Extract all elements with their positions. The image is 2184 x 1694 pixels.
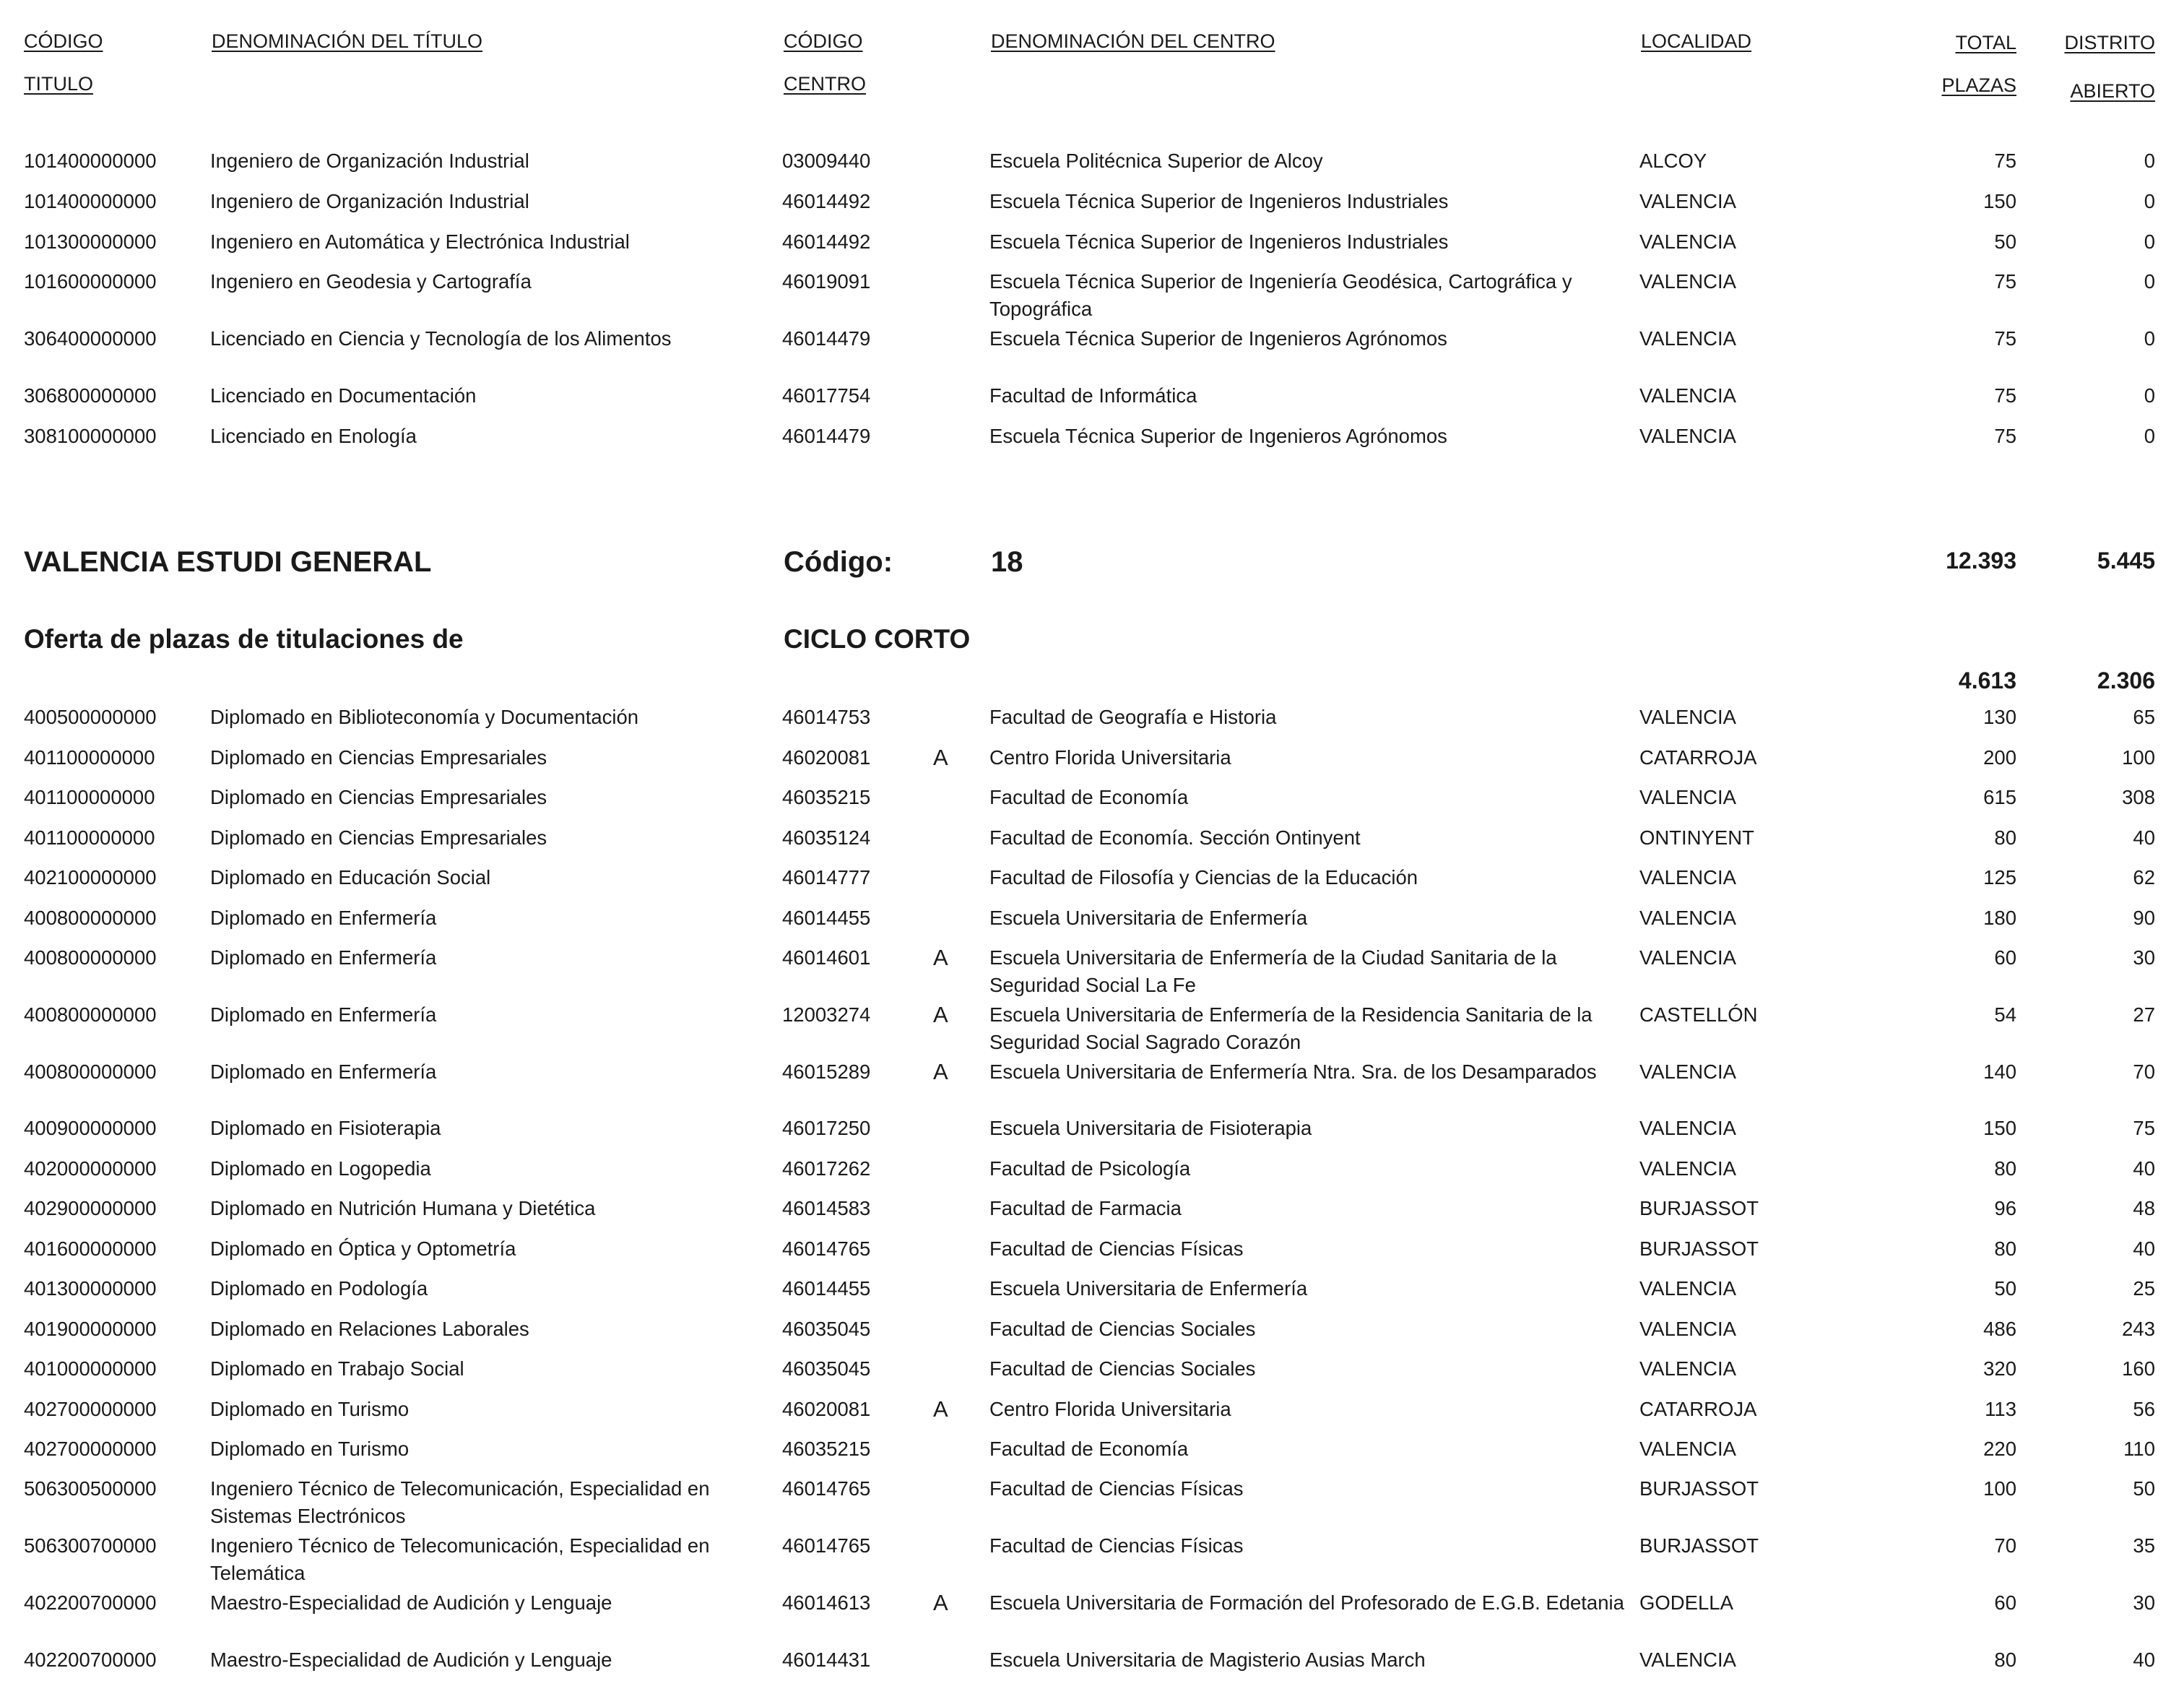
- distrito-abierto: 0: [2144, 425, 2155, 447]
- section-distrito-abierto: 2.306: [2097, 667, 2155, 693]
- codigo-titulo: 401900000000: [24, 1318, 157, 1340]
- total-plazas: 100: [1983, 1477, 2016, 1500]
- codigo-centro: 03009440: [782, 150, 871, 172]
- table-row: [0, 1235, 2184, 1263]
- table-row: [0, 1155, 2184, 1183]
- distrito-abierto: 0: [2144, 384, 2155, 407]
- localidad: VALENCIA: [1639, 1157, 1736, 1180]
- centro: Escuela Universitaria de Enfermería: [989, 1277, 1308, 1300]
- localidad: VALENCIA: [1639, 1277, 1736, 1300]
- localidad: CATARROJA: [1639, 746, 1757, 769]
- titulo: Diplomado en Enfermería: [210, 946, 437, 969]
- codigo-titulo: 306400000000: [24, 327, 157, 350]
- table-row: [0, 423, 2184, 450]
- titulo: Diplomado en Turismo: [210, 1438, 410, 1460]
- titulo: Diplomado en Enfermería: [210, 1003, 437, 1026]
- codigo-titulo: 401100000000: [24, 786, 155, 808]
- total-plazas: 54: [1994, 1003, 2016, 1026]
- header-distrito-abierto: DISTRITO: [2064, 32, 2155, 53]
- flag: A: [933, 945, 948, 970]
- distrito-abierto: 0: [2144, 230, 2155, 253]
- total-plazas: 80: [1994, 1237, 2016, 1260]
- localidad: VALENCIA: [1639, 230, 1736, 253]
- distrito-abierto: 27: [2133, 1003, 2155, 1026]
- codigo-titulo: 400500000000: [24, 706, 157, 728]
- table-row: [0, 1115, 2184, 1142]
- titulo: Ingeniero de Organización Industrial: [210, 150, 529, 172]
- codigo-titulo: 401100000000: [24, 826, 155, 849]
- localidad: VALENCIA: [1639, 1060, 1736, 1083]
- codigo-titulo: 401300000000: [24, 1277, 157, 1300]
- codigo-centro: 46035215: [782, 786, 871, 808]
- codigo-centro: 46035045: [782, 1357, 871, 1380]
- centro: Escuela Técnica Superior de Ingenieros Agrónomos: [989, 425, 1447, 447]
- titulo: Licenciado en Ciencia y Tecnología de los Alimentos: [210, 327, 672, 350]
- localidad: CASTELLÓN: [1639, 1003, 1758, 1026]
- total-plazas: 80: [1994, 1648, 2016, 1671]
- total-plazas: 113: [1985, 1398, 2016, 1420]
- total-plazas: 125: [1983, 866, 2016, 889]
- section-cycle: CICLO CORTO: [784, 624, 971, 654]
- localidad: VALENCIA: [1639, 907, 1736, 929]
- codigo-titulo: 101400000000: [24, 150, 157, 172]
- distrito-abierto: 40: [2133, 1157, 2155, 1180]
- titulo: Ingeniero de Organización Industrial: [210, 190, 529, 212]
- total-plazas: 150: [1983, 1117, 2016, 1139]
- codigo-titulo: 400800000000: [24, 907, 157, 929]
- table-row: [0, 904, 2184, 932]
- localidad: VALENCIA: [1639, 425, 1736, 447]
- table-row: [0, 1315, 2184, 1343]
- codigo-titulo: 101300000000: [24, 230, 157, 253]
- distrito-abierto: 100: [2122, 746, 2155, 769]
- titulo: Diplomado en Ciencias Empresariales: [210, 786, 547, 808]
- centro: Facultad de Ciencias Físicas: [989, 1477, 1244, 1500]
- centro: Escuela Politécnica Superior de Alcoy: [989, 150, 1323, 172]
- distrito-abierto: 56: [2133, 1398, 2155, 1420]
- centro: Facultad de Psicología: [989, 1157, 1191, 1180]
- codigo-centro: 46035045: [782, 1318, 871, 1340]
- centro: Facultad de Farmacia: [989, 1197, 1182, 1219]
- centro: Facultad de Economía: [989, 786, 1189, 808]
- header-codigo-centro-line2: CENTRO: [784, 73, 866, 95]
- total-plazas: 180: [1983, 907, 2016, 929]
- centro: Centro Florida Universitaria: [989, 1398, 1231, 1420]
- codigo-centro: 12003274: [782, 1003, 871, 1026]
- codigo-centro: 46014479: [782, 327, 871, 350]
- flag: A: [933, 745, 948, 770]
- codigo-titulo: 402900000000: [24, 1197, 157, 1219]
- localidad: VALENCIA: [1639, 1318, 1736, 1340]
- table-row: [0, 1001, 2184, 1053]
- localidad: VALENCIA: [1639, 190, 1736, 212]
- total-plazas: 140: [1983, 1060, 2016, 1083]
- localidad: GODELLA: [1639, 1591, 1733, 1614]
- table-row: [0, 1355, 2184, 1383]
- header-codigo-titulo: CÓDIGO: [24, 30, 103, 52]
- titulo: Ingeniero en Geodesia y Cartografía: [210, 270, 532, 293]
- total-plazas: 60: [1994, 1591, 2016, 1614]
- total-plazas: 150: [1983, 190, 2016, 212]
- table-row: [0, 1435, 2184, 1463]
- codigo-centro: 46014492: [782, 190, 871, 212]
- distrito-abierto: 243: [2122, 1318, 2155, 1340]
- distrito-abierto: 40: [2133, 826, 2155, 849]
- total-plazas: 80: [1994, 826, 2016, 849]
- header-localidad: LOCALIDAD: [1641, 30, 1752, 52]
- distrito-abierto: 75: [2133, 1117, 2155, 1139]
- total-plazas: 75: [1994, 384, 2016, 407]
- codigo-centro: 46017250: [782, 1117, 871, 1139]
- table-row: [0, 268, 2184, 320]
- distrito-abierto: 25: [2133, 1277, 2155, 1300]
- codigo-titulo: 401000000000: [24, 1357, 157, 1380]
- distrito-abierto: 50: [2133, 1477, 2155, 1500]
- titulo: Diplomado en Biblioteconomía y Documentación: [210, 706, 639, 728]
- header-codigo-centro: CÓDIGO: [784, 30, 863, 52]
- titulo: Diplomado en Fisioterapia: [210, 1117, 441, 1139]
- table-row: [0, 1646, 2184, 1674]
- table-row: [0, 1532, 2184, 1584]
- total-plazas: 60: [1994, 946, 2016, 969]
- flag: A: [933, 1059, 948, 1084]
- titulo: Diplomado en Enfermería: [210, 907, 437, 929]
- distrito-abierto: 0: [2144, 270, 2155, 293]
- table-row: [0, 382, 2184, 410]
- codigo-titulo: 506300700000: [24, 1534, 157, 1557]
- centro: Facultad de Geografía e Historia: [989, 706, 1277, 728]
- table-row: [0, 325, 2184, 353]
- header-denominacion-titulo: DENOMINACIÓN DEL TÍTULO: [212, 30, 483, 52]
- localidad: VALENCIA: [1639, 384, 1736, 407]
- codigo-titulo: 401600000000: [24, 1237, 157, 1260]
- localidad: VALENCIA: [1639, 946, 1736, 969]
- codigo-centro: 46017754: [782, 384, 871, 407]
- distrito-abierto: 0: [2144, 150, 2155, 172]
- titulo: Diplomado en Enfermería: [210, 1060, 437, 1083]
- total-plazas: 75: [1994, 327, 2016, 350]
- table-row: [0, 147, 2184, 175]
- centro: Facultad de Ciencias Físicas: [989, 1534, 1244, 1557]
- university-distrito-abierto: 5.445: [2097, 548, 2155, 574]
- codigo-centro: 46014455: [782, 907, 871, 929]
- codigo-titulo: 101600000000: [24, 270, 157, 293]
- codigo-centro: 46014753: [782, 706, 871, 728]
- codigo-titulo: 402200700000: [24, 1591, 157, 1614]
- distrito-abierto: 48: [2133, 1197, 2155, 1219]
- header-codigo-titulo-line2: TITULO: [24, 73, 94, 95]
- header-denominacion-centro: DENOMINACIÓN DEL CENTRO: [991, 30, 1275, 52]
- codigo-centro: 46014777: [782, 866, 871, 889]
- total-plazas: 320: [1983, 1357, 2016, 1380]
- localidad: VALENCIA: [1639, 1117, 1736, 1139]
- titulo: Diplomado en Nutrición Humana y Dietética: [210, 1197, 596, 1219]
- localidad: BURJASSOT: [1639, 1237, 1759, 1260]
- distrito-abierto: 70: [2133, 1060, 2155, 1083]
- codigo-titulo: 506300500000: [24, 1477, 157, 1500]
- flag: A: [933, 1590, 948, 1615]
- university-code-label: Código:: [784, 546, 893, 578]
- codigo-centro: 46014765: [782, 1237, 871, 1260]
- distrito-abierto: 160: [2122, 1357, 2155, 1380]
- total-plazas: 70: [1994, 1534, 2016, 1557]
- localidad: VALENCIA: [1639, 786, 1736, 808]
- header-distrito-abierto-line2: ABIERTO: [2070, 80, 2155, 102]
- codigo-titulo: 101400000000: [24, 190, 157, 212]
- codigo-titulo: 402200700000: [24, 1648, 157, 1671]
- codigo-centro: 46014431: [782, 1648, 871, 1671]
- distrito-abierto: 40: [2133, 1648, 2155, 1671]
- titulo: Diplomado en Turismo: [210, 1398, 410, 1420]
- centro: Facultad de Economía: [989, 1438, 1189, 1460]
- centro: Escuela Universitaria de Formación del Profesorado de E.G.B. Edetania: [989, 1591, 1624, 1614]
- localidad: CATARROJA: [1639, 1398, 1757, 1420]
- table-row: [0, 864, 2184, 891]
- distrito-abierto: 40: [2133, 1237, 2155, 1260]
- section-label: Oferta de plazas de titulaciones de: [24, 624, 464, 654]
- flag: A: [933, 1396, 948, 1422]
- centro: Escuela Técnica Superior de Ingenieros Industriales: [989, 230, 1449, 253]
- centro: Escuela Universitaria de Enfermería: [989, 907, 1308, 929]
- table-row: [0, 1396, 2184, 1423]
- localidad: VALENCIA: [1639, 327, 1736, 350]
- codigo-titulo: 400800000000: [24, 946, 157, 969]
- codigo-titulo: 402000000000: [24, 1157, 157, 1180]
- localidad: BURJASSOT: [1639, 1197, 1759, 1219]
- table-row: [0, 1589, 2184, 1617]
- centro: Escuela Técnica Superior de Ingenieros Agrónomos: [989, 327, 1447, 350]
- distrito-abierto: 30: [2133, 1591, 2155, 1614]
- codigo-titulo: 402100000000: [24, 866, 157, 889]
- table-row: [0, 704, 2184, 731]
- codigo-centro: 46020081: [782, 1398, 871, 1420]
- distrito-abierto: 308: [2122, 786, 2155, 808]
- codigo-centro: 46035215: [782, 1438, 871, 1460]
- codigo-centro: 46015289: [782, 1060, 871, 1083]
- titulo: Diplomado en Relaciones Laborales: [210, 1318, 529, 1340]
- localidad: BURJASSOT: [1639, 1534, 1759, 1557]
- codigo-titulo: 308100000000: [24, 425, 157, 447]
- distrito-abierto: 0: [2144, 327, 2155, 350]
- localidad: VALENCIA: [1639, 1648, 1736, 1671]
- total-plazas: 50: [1994, 1277, 2016, 1300]
- university-code: 18: [991, 546, 1023, 578]
- table-row: [0, 188, 2184, 215]
- total-plazas: 486: [1983, 1318, 2016, 1340]
- university-name: VALENCIA ESTUDI GENERAL: [24, 546, 432, 578]
- distrito-abierto: 110: [2123, 1438, 2155, 1460]
- centro: Facultad de Ciencias Sociales: [989, 1357, 1256, 1380]
- titulo: Diplomado en Óptica y Optometría: [210, 1237, 516, 1260]
- university-total-plazas: 12.393: [1946, 548, 2016, 574]
- table-row: [0, 1275, 2184, 1302]
- centro: Facultad de Filosofía y Ciencias de la Educación: [989, 866, 1418, 889]
- codigo-centro: 46014601: [782, 946, 871, 969]
- titulo: Diplomado en Educación Social: [210, 866, 491, 889]
- table-row: [0, 228, 2184, 256]
- table-row: [0, 824, 2184, 852]
- codigo-centro: 46014765: [782, 1534, 871, 1557]
- table-row: [0, 744, 2184, 772]
- codigo-centro: 46017262: [782, 1157, 871, 1180]
- titulo: Licenciado en Enología: [210, 425, 417, 447]
- header-total-plazas: TOTAL: [1955, 32, 2016, 53]
- codigo-centro: 46035124: [782, 826, 871, 849]
- total-plazas: 75: [1994, 425, 2016, 447]
- total-plazas: 615: [1983, 786, 2016, 808]
- centro: Escuela Técnica Superior de Ingenieros Industriales: [989, 190, 1449, 212]
- table-row: [0, 1475, 2184, 1527]
- centro: Escuela Universitaria de Magisterio Ausias March: [989, 1648, 1426, 1671]
- distrito-abierto: 30: [2133, 946, 2155, 969]
- codigo-centro: 46014455: [782, 1277, 871, 1300]
- total-plazas: 50: [1994, 230, 2016, 253]
- codigo-centro: 46014479: [782, 425, 871, 447]
- codigo-titulo: 400800000000: [24, 1060, 157, 1083]
- codigo-centro: 46020081: [782, 746, 871, 769]
- centro: Escuela Técnica Superior de Ingeniería Geodésica, Cartográfica y Topográfica: [989, 270, 1572, 320]
- titulo: Ingeniero en Automática y Electrónica Industrial: [210, 230, 630, 253]
- centro: Escuela Universitaria de Enfermería de la Residencia Sanitaria de la Seguridad Social Sagrado Corazón: [989, 1003, 1592, 1053]
- table-row: [0, 1058, 2184, 1086]
- distrito-abierto: 35: [2133, 1534, 2155, 1557]
- localidad: ALCOY: [1639, 150, 1707, 172]
- titulo: Diplomado en Trabajo Social: [210, 1357, 464, 1380]
- codigo-titulo: 400900000000: [24, 1117, 157, 1139]
- titulo: Ingeniero Técnico de Telecomunicación, Especialidad en Sistemas Electrónicos: [210, 1477, 710, 1527]
- localidad: VALENCIA: [1639, 1357, 1736, 1380]
- localidad: VALENCIA: [1639, 866, 1736, 889]
- codigo-centro: 46019091: [782, 270, 871, 293]
- total-plazas: 130: [1983, 706, 2016, 728]
- titulo: Diplomado en Logopedia: [210, 1157, 431, 1180]
- total-plazas: 200: [1983, 746, 2016, 769]
- titulo: Diplomado en Ciencias Empresariales: [210, 826, 547, 849]
- titulo: Licenciado en Documentación: [210, 384, 477, 407]
- distrito-abierto: 65: [2133, 706, 2155, 728]
- flag: A: [933, 1002, 948, 1027]
- total-plazas: 75: [1994, 150, 2016, 172]
- codigo-centro: 46014613: [782, 1591, 871, 1614]
- centro: Facultad de Economía. Sección Ontinyent: [989, 826, 1361, 849]
- codigo-titulo: 306800000000: [24, 384, 157, 407]
- centro: Facultad de Ciencias Físicas: [989, 1237, 1244, 1260]
- titulo: Diplomado en Podología: [210, 1277, 428, 1300]
- centro: Centro Florida Universitaria: [989, 746, 1231, 769]
- localidad: ONTINYENT: [1639, 826, 1754, 849]
- distrito-abierto: 90: [2133, 907, 2155, 929]
- codigo-titulo: 402700000000: [24, 1438, 157, 1460]
- codigo-centro: 46014492: [782, 230, 871, 253]
- total-plazas: 220: [1983, 1438, 2016, 1460]
- codigo-titulo: 402700000000: [24, 1398, 157, 1420]
- centro: Facultad de Ciencias Sociales: [989, 1318, 1256, 1340]
- codigo-centro: 46014583: [782, 1197, 871, 1219]
- centro: Escuela Universitaria de Fisioterapia: [989, 1117, 1312, 1139]
- section-total-plazas: 4.613: [1958, 667, 2016, 693]
- centro: Escuela Universitaria de Enfermería Ntra. Sra. de los Desamparados: [989, 1060, 1597, 1083]
- total-plazas: 80: [1994, 1157, 2016, 1180]
- titulo: Diplomado en Ciencias Empresariales: [210, 746, 547, 769]
- codigo-titulo: 401100000000: [24, 746, 155, 769]
- localidad: VALENCIA: [1639, 1438, 1736, 1460]
- centro: Facultad de Informática: [989, 384, 1197, 407]
- localidad: VALENCIA: [1639, 706, 1736, 728]
- table-row: [0, 1195, 2184, 1222]
- codigo-centro: 46014765: [782, 1477, 871, 1500]
- table-row: [0, 784, 2184, 811]
- centro: Escuela Universitaria de Enfermería de la Ciudad Sanitaria de la Seguridad Social La Fe: [989, 946, 1557, 996]
- titulo: Maestro-Especialidad de Audición y Lenguaje: [210, 1591, 612, 1614]
- header-total-plazas-line2: PLAZAS: [1941, 74, 2016, 96]
- titulo: Maestro-Especialidad de Audición y Lenguaje: [210, 1648, 612, 1671]
- codigo-titulo: 400800000000: [24, 1003, 157, 1026]
- total-plazas: 96: [1994, 1197, 2016, 1219]
- table-row: [0, 944, 2184, 996]
- titulo: Ingeniero Técnico de Telecomunicación, Especialidad en Telemática: [210, 1534, 710, 1584]
- distrito-abierto: 62: [2133, 866, 2155, 889]
- distrito-abierto: 0: [2144, 190, 2155, 212]
- localidad: BURJASSOT: [1639, 1477, 1759, 1500]
- localidad: VALENCIA: [1639, 270, 1736, 293]
- total-plazas: 75: [1994, 270, 2016, 293]
